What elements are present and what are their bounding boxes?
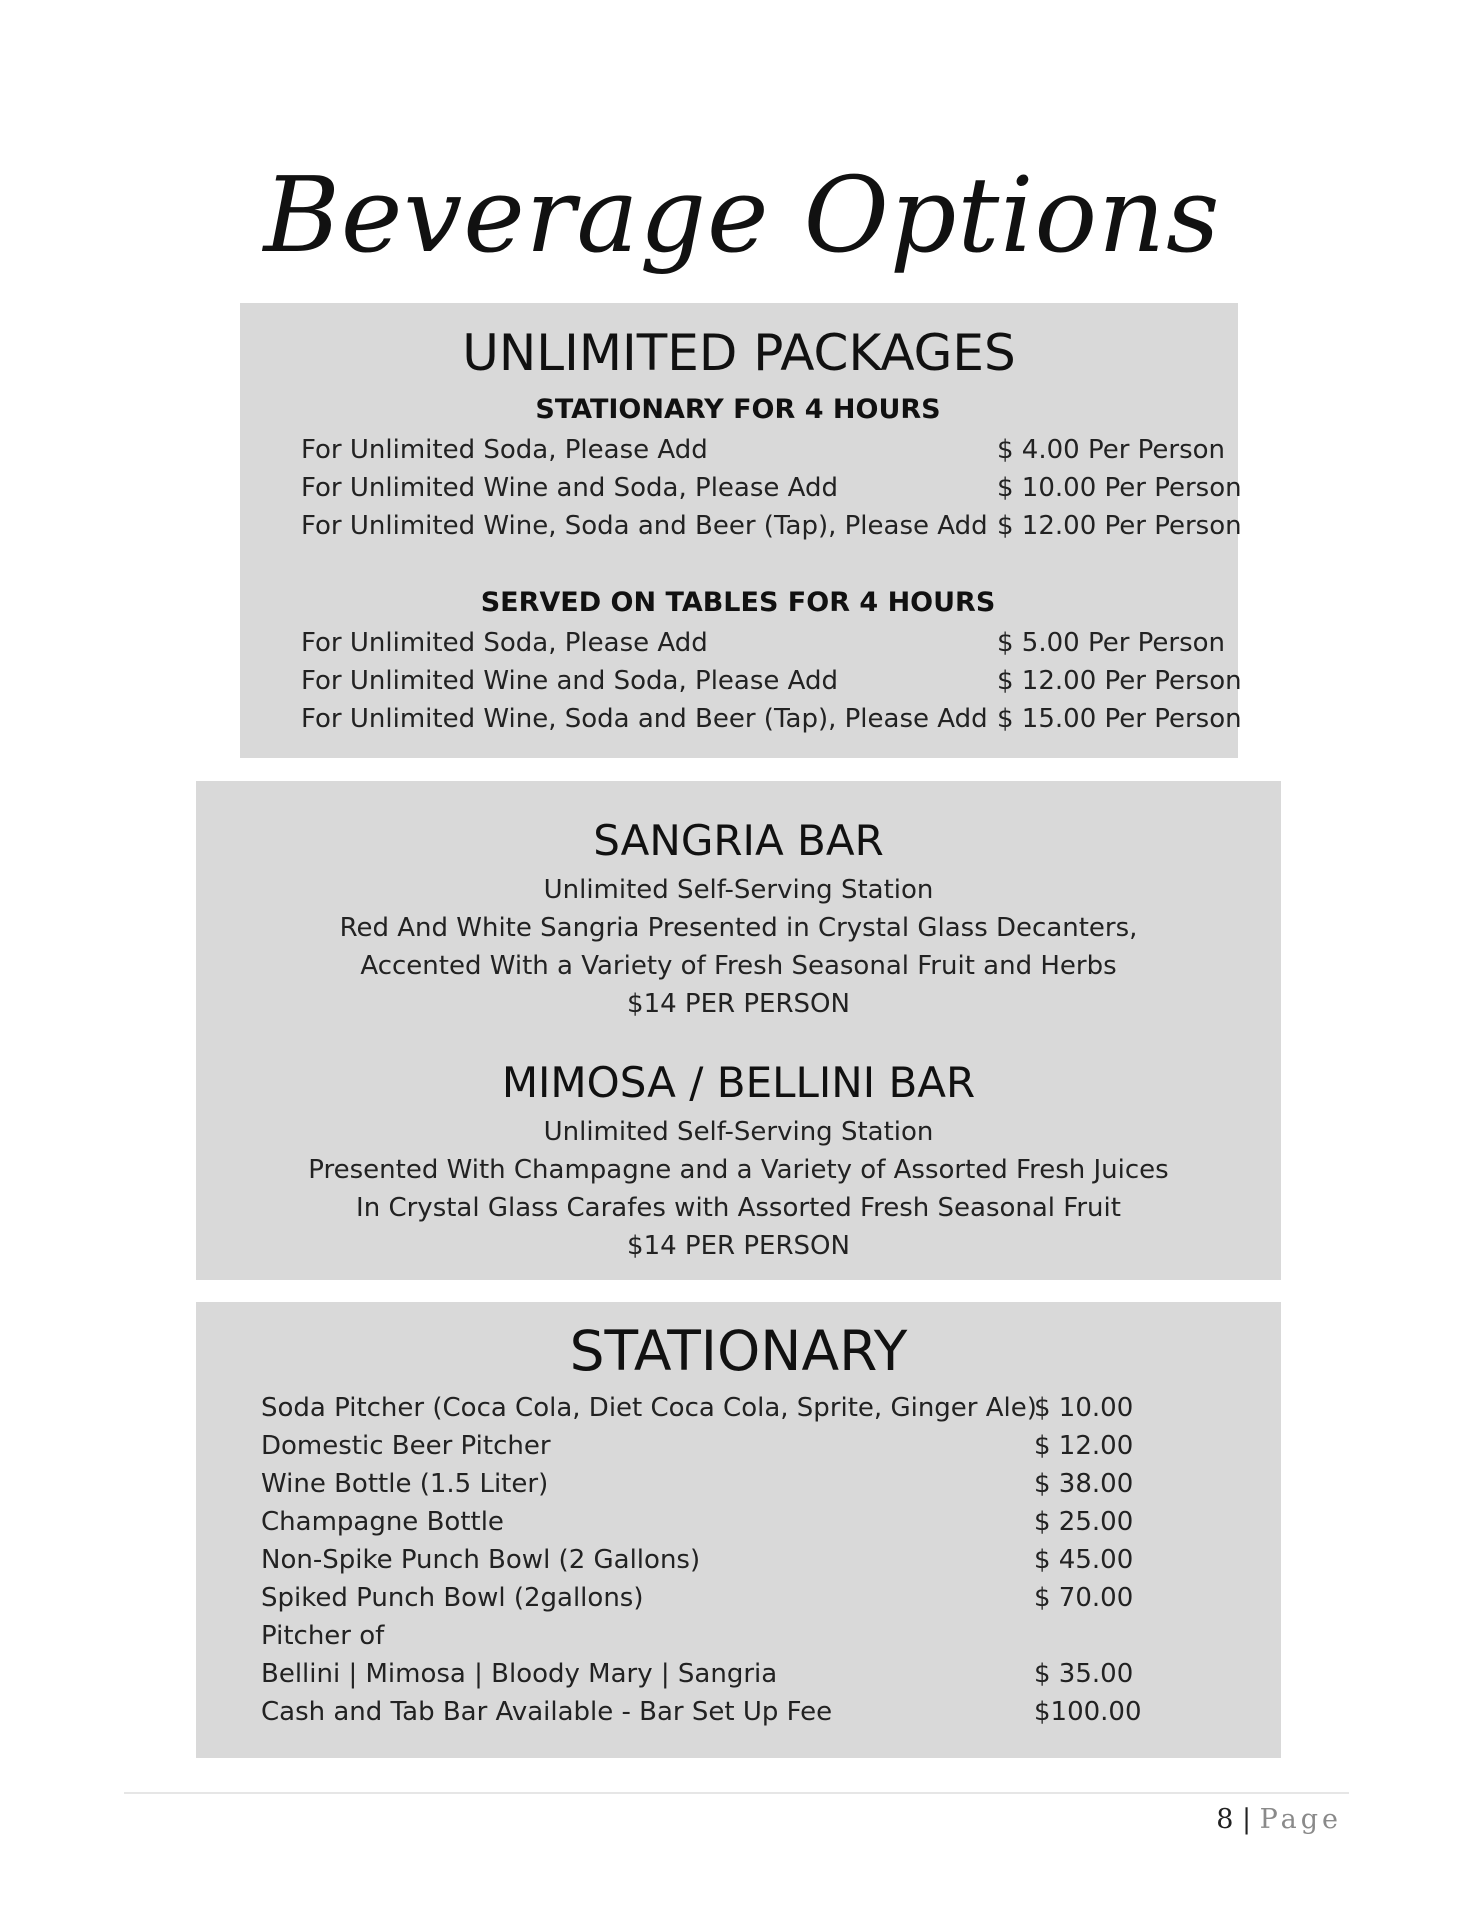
row-price: $ 12.00 Per Person [997, 511, 1242, 541]
row-label: For Unlimited Soda, Please Add [301, 435, 708, 465]
stationary-row [261, 1465, 1161, 1503]
row-label: Non-Spike Punch Bowl (2 Gallons) [261, 1545, 701, 1575]
page-number-separator: | [1241, 1804, 1252, 1835]
row-label: For Unlimited Wine, Soda and Beer (Tap), Please Add [301, 511, 988, 541]
stationary-4-hours-subheading: STATIONARY FOR 4 HOURS [535, 394, 941, 425]
row-price: $ 12.00 Per Person [997, 666, 1242, 696]
row-label: For Unlimited Wine, Soda and Beer (Tap), Please Add [301, 704, 988, 734]
row-price: $ 12.00 [1034, 1431, 1134, 1461]
sangria-bar-heading: SANGRIA BAR [593, 816, 884, 865]
served-on-tables-subheading: SERVED ON TABLES FOR 4 HOURS [480, 587, 996, 618]
row-label: Champagne Bottle [261, 1507, 504, 1537]
stationary-heading: STATIONARY [569, 1319, 908, 1383]
stationary-row [261, 1617, 1161, 1655]
unlimited-served-row [301, 700, 1242, 738]
row-label: Spiked Punch Bowl (2gallons) [261, 1583, 644, 1613]
page-word: Page [1259, 1804, 1342, 1835]
footer-divider [124, 1792, 1349, 1794]
mimosa-line: In Crystal Glass Carafes with Assorted Fresh Seasonal Fruit [356, 1193, 1121, 1223]
row-price: $ 10.00 Per Person [997, 473, 1242, 503]
row-label: For Unlimited Wine and Soda, Please Add [301, 473, 838, 503]
stationary-row [261, 1541, 1161, 1579]
unlimited-served-row [301, 624, 1226, 662]
stationary-row [261, 1503, 1161, 1541]
mimosa-line: Presented With Champagne and a Variety of Assorted Fresh Juices [308, 1155, 1169, 1185]
mimosa-line: Unlimited Self-Serving Station [543, 1117, 934, 1147]
stationary-row [261, 1389, 1161, 1427]
page-number-value: 8 [1216, 1804, 1234, 1835]
row-label: For Unlimited Wine and Soda, Please Add [301, 666, 838, 696]
row-label: Bellini | Mimosa | Bloody Mary | Sangria [261, 1659, 778, 1689]
row-price: $ 15.00 Per Person [997, 704, 1242, 734]
row-label: Soda Pitcher (Coca Cola, Diet Coca Cola, Sprite, Ginger Ale) [261, 1393, 1037, 1423]
sangria-line: Unlimited Self-Serving Station [543, 875, 934, 905]
row-label: For Unlimited Soda, Please Add [301, 628, 708, 658]
page-title: Beverage Options [263, 154, 1221, 276]
unlimited-packages-heading: UNLIMITED PACKAGES [462, 324, 1016, 382]
unlimited-packages-section [240, 303, 1242, 758]
row-price: $ 25.00 [1034, 1507, 1134, 1537]
row-label: Cash and Tab Bar Available - Bar Set Up Fee [261, 1697, 833, 1727]
row-price: $ 38.00 [1034, 1469, 1134, 1499]
row-price: $ 10.00 [1034, 1393, 1134, 1423]
stationary-section [196, 1302, 1281, 1758]
row-price: $ 35.00 [1034, 1659, 1134, 1689]
row-price: $ 45.00 [1034, 1545, 1134, 1575]
row-price: $ 5.00 Per Person [997, 628, 1226, 658]
page-number [1216, 1800, 1342, 1840]
row-label: Wine Bottle (1.5 Liter) [261, 1469, 549, 1499]
stationary-row [261, 1579, 1161, 1617]
mimosa-price: $14 PER PERSON [627, 1231, 850, 1261]
row-price: $100.00 [1034, 1697, 1142, 1727]
row-label: Domestic Beer Pitcher [261, 1431, 551, 1461]
sangria-line: Accented With a Variety of Fresh Seasonal Fruit and Herbs [360, 951, 1117, 981]
mimosa-bellini-bar-heading: MIMOSA / BELLINI BAR [501, 1058, 976, 1107]
bar-stations-section [196, 781, 1281, 1280]
stationary-row [261, 1693, 1161, 1731]
unlimited-stationary-row [301, 469, 1242, 507]
sangria-line: Red And White Sangria Presented in Crystal Glass Decanters, [339, 913, 1138, 943]
stationary-row [261, 1655, 1161, 1693]
row-price: $ 4.00 Per Person [997, 435, 1226, 465]
unlimited-stationary-row [301, 507, 1242, 545]
row-price: $ 70.00 [1034, 1583, 1134, 1613]
stationary-row [261, 1427, 1161, 1465]
unlimited-served-row [301, 662, 1242, 700]
unlimited-stationary-row [301, 431, 1226, 469]
sangria-price: $14 PER PERSON [627, 989, 850, 1019]
row-label: Pitcher of [261, 1621, 385, 1651]
